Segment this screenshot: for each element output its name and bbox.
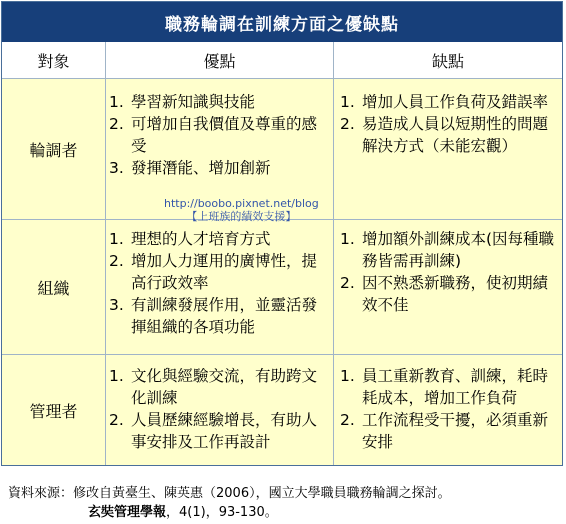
watermark (164, 197, 319, 223)
header-cons: 缺點 (334, 42, 562, 79)
list-item: 2. 增加人力運用的廣博性，提高行政效率 (109, 252, 318, 292)
list-item: 1. 文化與經驗交流，有助跨文化訓練 (109, 367, 318, 407)
list-item: 1. 理想的人才培育方式 (109, 230, 271, 248)
list-item: 1. 增加額外訓練成本(因每種職務皆需再訓練) (340, 230, 555, 270)
cons-cell-manager (334, 355, 562, 465)
watermark-url: http://boobo.pixnet.net/blog (164, 197, 319, 210)
pros-cell-organization (105, 220, 334, 354)
grid-divider (333, 42, 334, 465)
grid-divider (105, 42, 106, 465)
watermark-caption: 【上班族的績效支援】 (186, 210, 297, 223)
list-item: 1. 學習新知識與技能 (109, 93, 256, 111)
list-item: 2. 工作流程受干擾，必須重新安排 (340, 411, 549, 451)
table-title: 職務輪調在訓練方面之優缺點 (2, 2, 562, 42)
list-item: 3. 有訓練發展作用，並靈活發揮組織的各項功能 (109, 296, 318, 336)
list-item: 2. 可增加自我價值及尊重的感受 (109, 115, 318, 155)
journal-volume: ，4(1)，93-130。 (166, 505, 278, 520)
list-item: 3. 發揮潛能、增加創新 (109, 159, 271, 177)
row-label-organization: 組織 (2, 220, 105, 354)
source-journal-line (88, 504, 278, 522)
row-label-manager: 管理者 (2, 355, 105, 465)
list-item: 2. 因不熟悉新職務，使初期績效不佳 (340, 274, 549, 314)
list-item: 2. 人員歷練經驗增長，有助人事安排及工作再設計 (109, 411, 318, 451)
grid-divider (2, 354, 562, 355)
list-item: 1. 增加人員工作負荷及錯誤率 (340, 93, 549, 111)
list-item: 2. 易造成人員以短期性的問題解決方式（未能宏觀） (340, 115, 549, 155)
cons-cell-organization (334, 220, 562, 354)
cons-cell-rotatee (334, 79, 562, 219)
header-subject: 對象 (2, 42, 105, 79)
list-item: 1. 員工重新教育、訓練，耗時耗成本，增加工作負荷 (340, 367, 549, 407)
comparison-table (1, 1, 563, 466)
journal-name: 玄奘管理學報 (88, 505, 167, 520)
pros-cell-manager (105, 355, 334, 465)
row-label-rotatee: 輪調者 (2, 79, 105, 219)
header-pros: 優點 (105, 42, 334, 79)
source-citation: 資料來源：修改自黃臺生、陳英惠（2006），國立大學職員職務輪調之探討。 (8, 486, 451, 501)
